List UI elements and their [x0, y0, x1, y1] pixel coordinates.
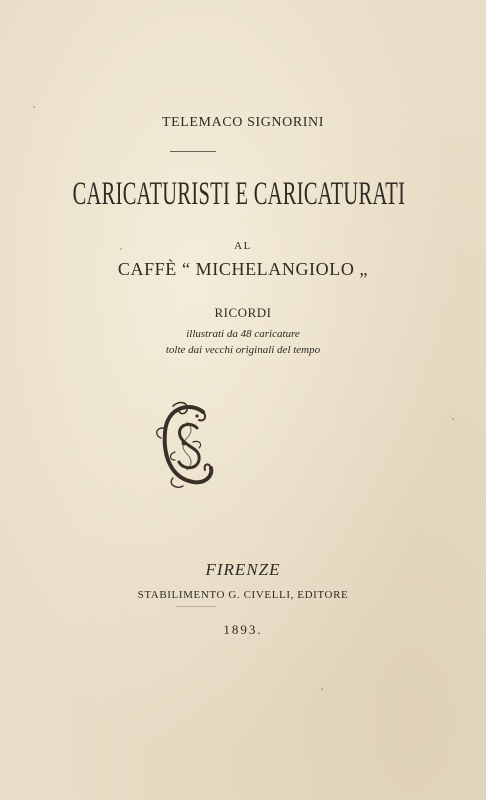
paper-speck — [33, 106, 35, 108]
description-line-2: tolte dai vecchi originali del tempo — [165, 344, 321, 356]
description-line-1: illustrati da 48 caricature — [186, 328, 300, 340]
publisher-divider — [176, 606, 216, 607]
publication-year: 1893. — [223, 622, 263, 637]
paper-speck — [452, 418, 454, 420]
venue-name: CAFFÈ “ MICHELANGIOLO „ — [117, 259, 369, 279]
paper-speck — [321, 688, 323, 690]
title-preposition: AL — [234, 240, 252, 252]
ornamental-cs-monogram-icon — [153, 398, 219, 490]
book-title: CARICATURISTI E CARICATURATI — [72, 176, 406, 212]
title-divider — [170, 151, 216, 152]
subtitle: RICORDI — [214, 305, 272, 320]
author-name: TELEMACO SIGNORINI — [161, 115, 325, 130]
publication-city: FIRENZE — [205, 560, 281, 579]
publisher-name: STABILIMENTO G. CIVELLI, EDITORE — [137, 589, 349, 601]
